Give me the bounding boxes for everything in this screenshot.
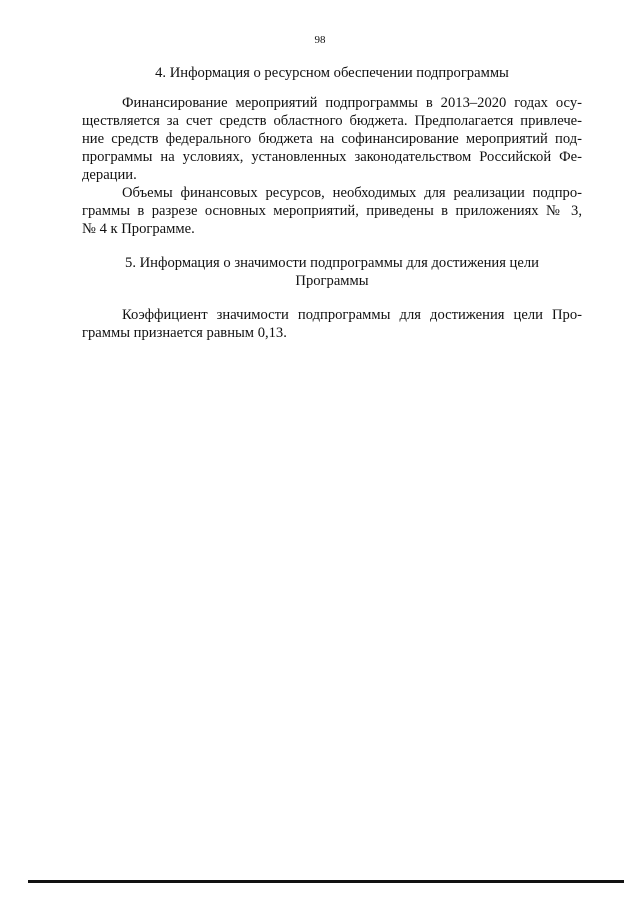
paragraph-line: граммы признается равным 0,13. <box>82 325 287 341</box>
section-4-paragraph-1 <box>82 94 582 184</box>
paragraph-line: Финансирование мероприятий подпрограммы в 2013–2020 годах осу- <box>122 95 582 111</box>
section-5-heading-line-1: 5. Информация о значимости подпрограммы для достижения цели <box>125 255 539 271</box>
section-5-heading-line-2: Программы <box>295 273 369 289</box>
bottom-rule <box>28 880 624 883</box>
paragraph-line: Объемы финансовых ресурсов, необходимых для реализации подпро- <box>122 185 582 201</box>
page-number: 98 <box>314 34 326 46</box>
paragraph-line: дерации. <box>82 167 137 183</box>
section-5-paragraph-1 <box>82 306 582 342</box>
section-4-paragraph-2 <box>82 184 582 238</box>
section-4-heading: 4. Информация о ресурсном обеспечении подпрограммы <box>155 65 509 81</box>
paragraph-line: граммы в разрезе основных мероприятий, приведены в приложениях № 3, <box>82 203 582 219</box>
paragraph-line: программы на условиях, установленных законодательством Российской Фе- <box>82 149 582 165</box>
paragraph-line: ществляется за счет средств областного бюджета. Предполагается привлече- <box>82 113 582 129</box>
paragraph-line: Коэффициент значимости подпрограммы для достижения цели Про- <box>122 307 582 323</box>
document-body <box>82 64 582 342</box>
paragraph-line: ние средств федерального бюджета на софинансирование мероприятий под- <box>82 131 582 147</box>
paragraph-line: № 4 к Программе. <box>82 221 195 237</box>
section-5-heading <box>82 254 582 290</box>
